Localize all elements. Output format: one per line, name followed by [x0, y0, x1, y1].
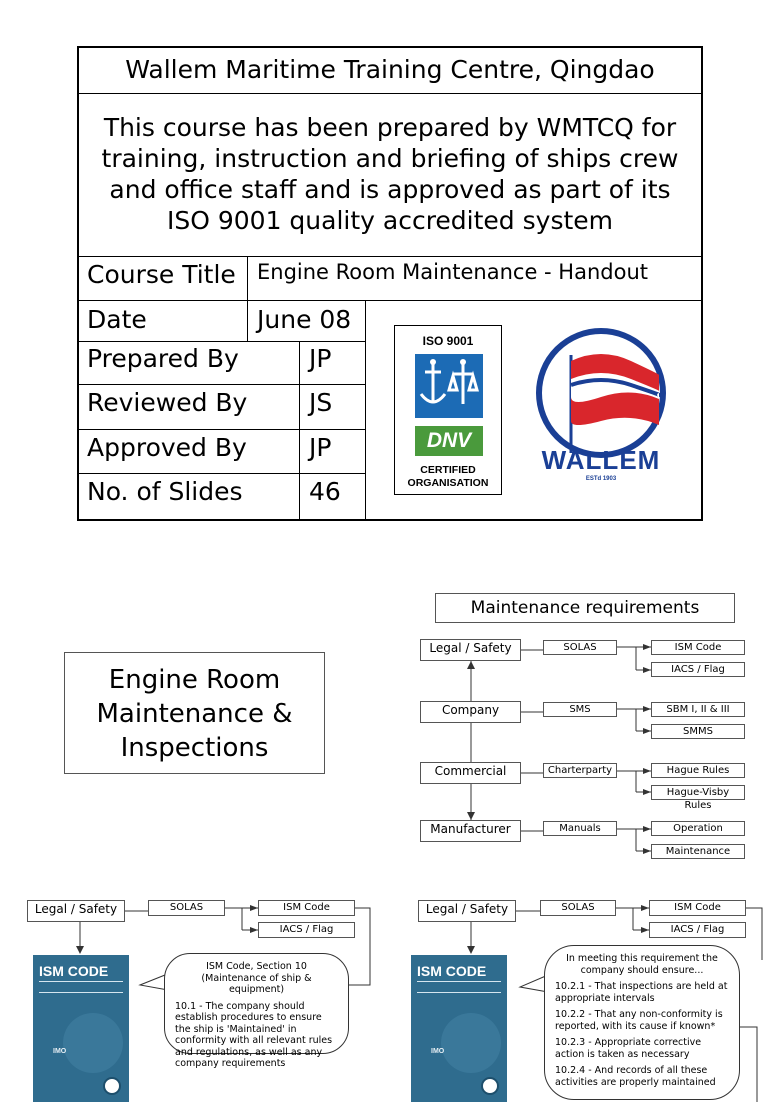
dnv-mark: DNV [415, 426, 483, 456]
er-title-line: Inspections [120, 733, 269, 763]
cover-description-line: training, instruction and briefing of ships crew [101, 144, 679, 173]
slides-count-value: 46 [309, 477, 341, 506]
iso-logo-certified: CERTIFIED [420, 464, 476, 476]
ism2-callout-bubble [544, 945, 740, 1100]
ism-book-title: ISM CODE [39, 963, 109, 979]
flow-node-maintenance: Maintenance [651, 844, 745, 859]
flow-node-manufacturer: Manufacturer [420, 820, 521, 842]
flow-node-iacs-flag: IACS / Flag [651, 662, 745, 677]
flow-node-commercial: Commercial [420, 762, 521, 784]
reviewed-by-value: JS [309, 388, 333, 417]
flow-node-hague-rules: Hague Rules [651, 763, 745, 778]
ism2-item: 10.2.1 - That inspections are held at appropriate intervals [555, 981, 728, 1004]
approved-by-value: JP [309, 433, 332, 462]
er-title-line: Maintenance & [96, 699, 293, 729]
ism-book-publisher: IMO [431, 1048, 445, 1055]
ism1-callout-head: ISM Code, Section 10 (Maintenance of ship & equipment) [201, 961, 312, 995]
cover-description-line: and office staff and is approved as part of its [109, 175, 671, 204]
cover-description-line: ISO 9001 quality accredited system [166, 206, 614, 235]
ism1-node-solas: SOLAS [148, 900, 225, 916]
ism1-node-ism-code: ISM Code [258, 900, 355, 916]
ism2-callout-head: In meeting this requirement the company should ensure... [566, 953, 718, 976]
ism2-node-iacs-flag: IACS / Flag [649, 922, 746, 938]
ism2-node-ism-code: ISM Code [649, 900, 746, 916]
ism1-node-legal-safety: Legal / Safety [27, 900, 125, 922]
flow-node-solas: SOLAS [543, 640, 617, 655]
course-title-value: Engine Room Maintenance - Handout [257, 260, 648, 284]
wallem-name: WALLEM [541, 445, 661, 475]
flow-node-hague-visby: Hague-Visby Rules [651, 785, 745, 800]
reviewed-by-label: Reviewed By [87, 388, 248, 417]
flow-node-operation: Operation [651, 821, 745, 836]
flow-node-sbm: SBM I, II & III [651, 702, 745, 717]
prepared-by-value: JP [309, 344, 332, 373]
slides-count-label: No. of Slides [87, 477, 243, 506]
ism1-node-iacs-flag: IACS / Flag [258, 922, 355, 938]
ism2-item: 10.2.4 - And records of all these activities are properly maintained [555, 1065, 716, 1088]
approved-by-label: Approved By [87, 433, 247, 462]
iso-logo-title: ISO 9001 [422, 334, 474, 348]
cover-title: Wallem Maritime Training Centre, Qingdao [125, 55, 655, 84]
ism2-item: 10.2.3 - Appropriate corrective action is taken as necessary [555, 1037, 702, 1060]
ism-book-title: ISM CODE [417, 963, 487, 979]
flow-node-charterparty: Charterparty [543, 763, 617, 778]
ism-book-publisher: IMO [53, 1048, 67, 1055]
flow-node-company: Company [420, 701, 521, 723]
maintenance-requirements-heading: Maintenance requirements [435, 593, 735, 623]
date-value: June 08 [257, 305, 352, 334]
course-title-label: Course Title [87, 260, 236, 289]
ism2-node-legal-safety: Legal / Safety [418, 900, 516, 922]
flow-node-sms: SMS [543, 702, 617, 717]
flow-node-manuals: Manuals [543, 821, 617, 836]
flow-node-ism-code: ISM Code [651, 640, 745, 655]
wallem-estd: ESTd 1903 [585, 476, 617, 482]
ism1-callout-body: 10.1 - The company should establish procedures to ensure the ship is 'Maintained' in conformity with all relevant rules and regulations, as well as any company requirements [175, 1000, 333, 1069]
prepared-by-label: Prepared By [87, 344, 239, 373]
iso-logo-organisation: ORGANISATION [407, 477, 489, 489]
flow-node-legal-safety: Legal / Safety [420, 639, 521, 661]
date-label: Date [87, 305, 147, 334]
er-title-line: Engine Room [108, 665, 281, 695]
cover-description-line: This course has been prepared by WMTCQ for [103, 113, 677, 142]
ism2-node-solas: SOLAS [540, 900, 616, 916]
ism2-item: 10.2.2 - That any non-conformity is reported, with its cause if known* [555, 1009, 723, 1032]
flow-node-smms: SMMS [651, 724, 745, 739]
